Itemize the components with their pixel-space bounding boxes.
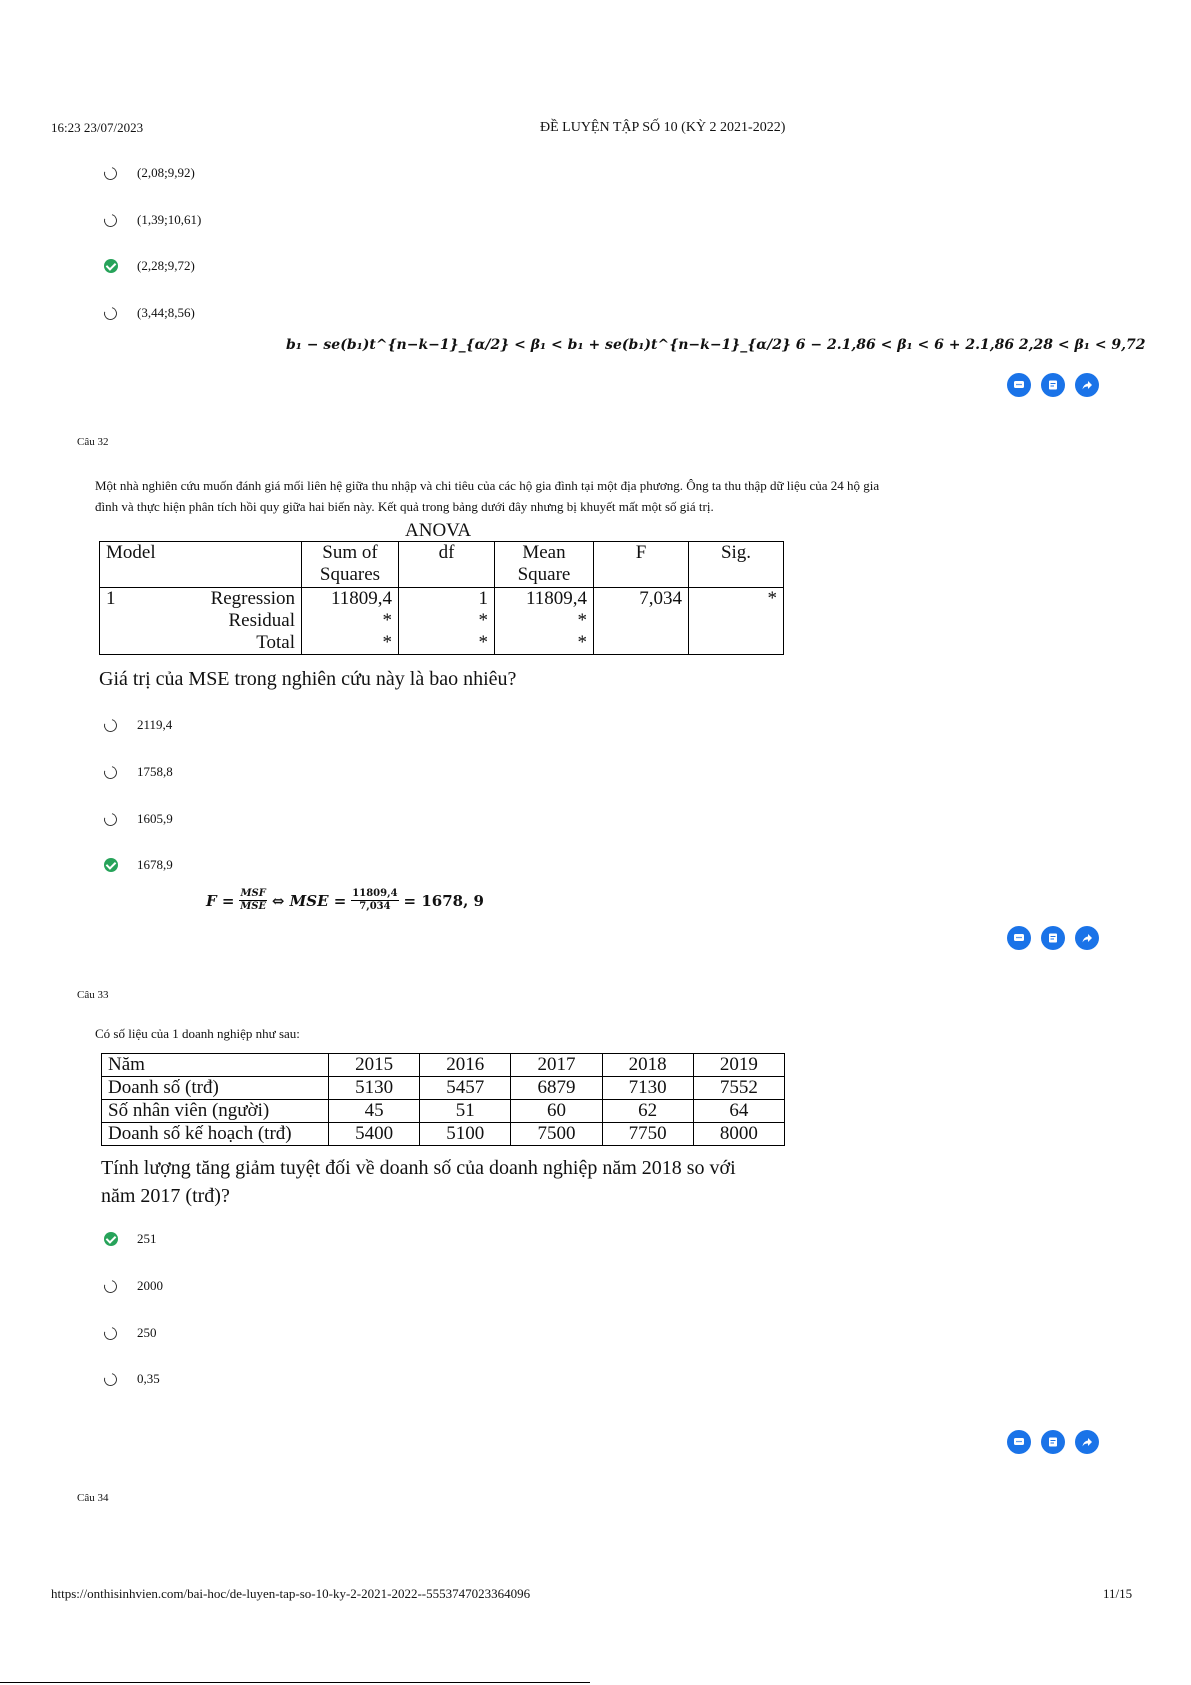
q32-option-4[interactable]: 1678,9 (104, 854, 173, 876)
radio-icon[interactable] (102, 1277, 120, 1295)
footer-page-number: 11/15 (1103, 1586, 1133, 1601)
q33-intro: Có số liệu của 1 doanh nghiệp như sau: (95, 1026, 300, 1041)
check-circle-icon (104, 858, 118, 872)
note-icon[interactable] (1041, 373, 1065, 397)
q33-actions (1007, 1430, 1099, 1454)
table-row: Số nhân viên (người) 45 51 60 62 64 (102, 1100, 785, 1123)
q33-option-2[interactable]: 2000 (104, 1275, 163, 1297)
radio-icon[interactable] (102, 716, 120, 734)
note-icon[interactable] (1041, 1430, 1065, 1454)
q32-option-3[interactable]: 1605,9 (104, 808, 173, 830)
q32-question: Giá trị của MSE trong nghiên cứu này là bao nhiêu? (99, 668, 517, 690)
anova-row-names: Regression Residual Total (132, 588, 302, 655)
comment-icon[interactable] (1007, 373, 1031, 397)
anova-col-ss: 11809,4 * * (302, 588, 399, 655)
radio-icon[interactable] (102, 810, 120, 828)
q33-option-1[interactable]: 251 (104, 1228, 157, 1250)
comment-icon[interactable] (1007, 926, 1031, 950)
q31-option-3[interactable]: (2,28;9,72) (104, 255, 195, 277)
q31-option-1[interactable]: (2,08;9,92) (104, 162, 195, 184)
q34-label: Câu 34 (77, 1492, 109, 1504)
share-icon[interactable] (1075, 373, 1099, 397)
anova-col-df: 1 * * (399, 588, 495, 655)
bottom-divider (0, 1682, 590, 1683)
q31-actions (1007, 373, 1099, 397)
radio-icon[interactable] (102, 1324, 120, 1342)
header-title: ĐỀ LUYỆN TẬP SỐ 10 (KỲ 2 2021-2022) (540, 120, 786, 135)
anova-header-df: df (399, 542, 495, 588)
header-datetime: 16:23 23/07/2023 (51, 120, 144, 135)
radio-icon[interactable] (102, 211, 120, 229)
anova-header-ss: Sum of Squares (302, 542, 399, 588)
footer-url: https://onthisinhvien.com/bai-hoc/de-luyen-tap-so-10-ky-2-2021-2022--5553747023364096 (51, 1586, 531, 1601)
q33-data-table (101, 1053, 785, 1146)
table-row: Doanh số kế hoạch (trđ) 5400 5100 7500 7750 8000 (102, 1123, 785, 1146)
radio-icon[interactable] (102, 763, 120, 781)
anova-model-no: 1 (100, 588, 133, 655)
share-icon[interactable] (1075, 1430, 1099, 1454)
table-row: Doanh số (trđ) 5130 5457 6879 7130 7552 (102, 1077, 785, 1100)
radio-icon[interactable] (102, 164, 120, 182)
q33-option-4[interactable]: 0,35 (104, 1368, 160, 1390)
q32-option-1[interactable]: 2119,4 (104, 714, 172, 736)
check-circle-icon (104, 1232, 118, 1246)
q31-option-2[interactable]: (1,39;10,61) (104, 209, 201, 231)
anova-header-f: F (594, 542, 689, 588)
share-icon[interactable] (1075, 926, 1099, 950)
q33-option-3[interactable]: 250 (104, 1322, 157, 1344)
q33-label: Câu 33 (77, 989, 109, 1001)
anova-header-ms: Mean Square (495, 542, 594, 588)
q32-actions (1007, 926, 1099, 950)
anova-col-sig: * (689, 588, 784, 655)
table-row: Năm 2015 2016 2017 2018 2019 (102, 1054, 785, 1077)
q32-option-2[interactable]: 1758,8 (104, 761, 173, 783)
anova-header-model: Model (100, 542, 302, 588)
q32-explanation-formula: F = MSF MSE ⇔ MSE = $\frac{11809,4}{7,034}$ = 1678, 9 (206, 888, 484, 912)
anova-title: ANOVA (405, 520, 472, 541)
q33-question: Tính lượng tăng giảm tuyệt đối về doanh số của doanh nghiệp năm 2018 so với năm 2017 (trđ)? (101, 1157, 736, 1207)
anova-table (99, 541, 784, 655)
anova-col-f: 7,034 (594, 588, 689, 655)
note-icon[interactable] (1041, 926, 1065, 950)
anova-col-ms: 11809,4 * * (495, 588, 594, 655)
q32-text: Một nhà nghiên cứu muốn đánh giá mối liên hệ giữa thu nhập và chi tiêu của các hộ gia đình tại một địa phương. Ông ta thu thập dữ liệu của 24 hộ gia đình và thực hiện phân tích hồi quy giữa hai biến này. Kết quả trong bảng dưới đây nhưng bị khuyết mất một số giá trị. (95, 478, 880, 514)
q32-label: Câu 32 (77, 436, 109, 448)
comment-icon[interactable] (1007, 1430, 1031, 1454)
radio-icon[interactable] (102, 304, 120, 322)
check-circle-icon (104, 259, 118, 273)
anova-body (100, 588, 784, 655)
radio-icon[interactable] (102, 1370, 120, 1388)
anova-header-sig: Sig. (689, 542, 784, 588)
q31-explanation-formula: b₁ − se(b₁)t^{n−k−1}_{α/2} < β₁ < b₁ + se(b₁)t^{n−k−1}_{α/2} 6 − 2.1,86 < β₁ < 6 + 2.1,86 2,28 < β₁ < 9,72 (286, 337, 1146, 353)
q31-option-4[interactable]: (3,44;8,56) (104, 302, 195, 324)
